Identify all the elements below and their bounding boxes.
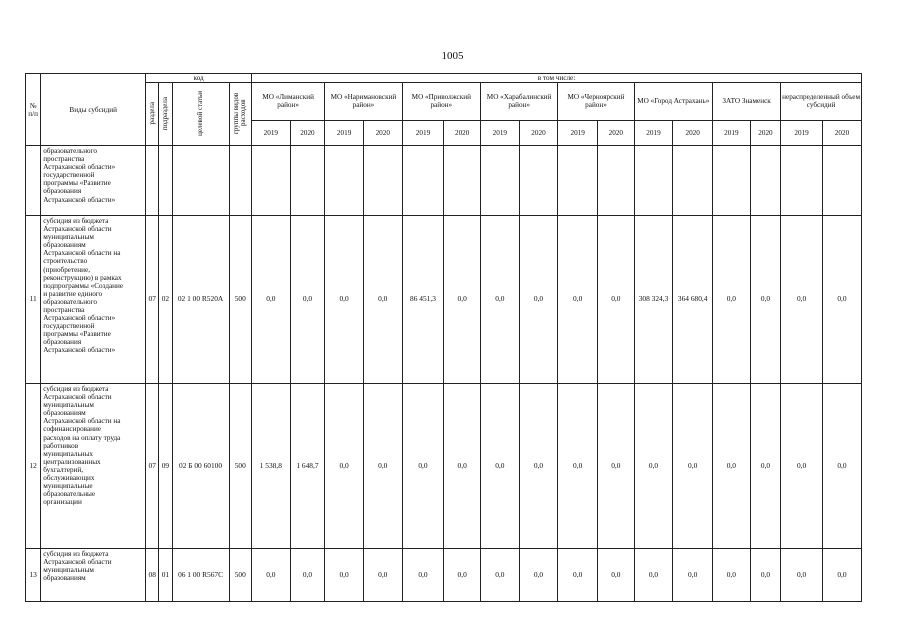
row-subsection: 09 [159, 384, 172, 549]
value-cell: 0,0 [402, 549, 444, 602]
row-section: 07 [146, 216, 159, 384]
value-cell: 0,0 [713, 384, 751, 549]
header-row-1 [26, 74, 862, 83]
code-col-group: группы видов расходов [229, 83, 251, 146]
year-header: 2020 [444, 120, 481, 145]
year-header: 2019 [251, 120, 290, 145]
group-header-narimanovsky: МО «Наримановский район» [325, 83, 402, 121]
value-cell: 0,0 [673, 384, 713, 549]
value-cell: 0,0 [363, 384, 402, 549]
table-row [26, 146, 862, 216]
value-cell: 0,0 [781, 549, 823, 602]
value-cell: 0,0 [673, 549, 713, 602]
header-row-2 [26, 83, 862, 121]
value-cell: 0,0 [325, 549, 364, 602]
num-header: № п/п [26, 74, 41, 146]
value-cell [713, 146, 751, 216]
value-cell [251, 146, 290, 216]
group-header-kharabalinsky: МО «Харабалинский район» [480, 83, 557, 121]
value-cell: 0,0 [444, 549, 481, 602]
year-header: 2019 [402, 120, 444, 145]
row-subsection: 01 [159, 549, 172, 602]
value-cell [634, 146, 673, 216]
value-cell: 0,0 [480, 216, 519, 384]
value-cell: 0,0 [598, 216, 635, 384]
value-cell: 0,0 [781, 384, 823, 549]
group-header-limansky: МО «Лиманский район» [251, 83, 324, 121]
value-cell: 0,0 [750, 549, 781, 602]
value-cell: 0,0 [251, 549, 290, 602]
value-cell [402, 146, 444, 216]
value-cell: 0,0 [781, 216, 823, 384]
row-target [172, 146, 229, 216]
value-cell [363, 146, 402, 216]
year-header: 2019 [325, 120, 364, 145]
value-cell: 0,0 [402, 384, 444, 549]
value-cell: 0,0 [598, 549, 635, 602]
group-header-unallocated: нераспределенный объем субсидий [781, 83, 862, 121]
value-cell [444, 146, 481, 216]
row-target: 02 1 00 R520A [172, 216, 229, 384]
group-header-astrakhan: МО «Город Астрахань» [634, 83, 712, 121]
row-description: субсидия из бюджета Астраханской области муниципальным образованиям Астраханской области на софинансирование расходов на оплату труда работников муниципальных централизованных бухгалтерий, обслуживающих муниципальные образовательные организации [41, 384, 146, 549]
row-subsection [159, 146, 172, 216]
value-cell: 0,0 [290, 216, 325, 384]
year-header: 2020 [598, 120, 635, 145]
row-number: 11 [26, 216, 41, 384]
value-cell: 0,0 [634, 384, 673, 549]
value-cell: 0,0 [598, 384, 635, 549]
value-cell: 0,0 [558, 216, 598, 384]
year-header: 2020 [822, 120, 861, 145]
subsidy-table [25, 73, 862, 602]
year-header: 2020 [290, 120, 325, 145]
value-cell: 0,0 [558, 549, 598, 602]
row-number: 12 [26, 384, 41, 549]
value-cell: 0,0 [251, 216, 290, 384]
value-cell: 0,0 [750, 384, 781, 549]
value-cell: 1 538,8 [251, 384, 290, 549]
row-section: 08 [146, 549, 159, 602]
value-cell: 0,0 [363, 549, 402, 602]
value-cell: 0,0 [519, 384, 558, 549]
row-description: образовательного пространства Астраханской области» государственной программы «Развитие образования Астраханской области» [41, 146, 146, 216]
year-header: 2019 [713, 120, 751, 145]
value-cell: 0,0 [713, 216, 751, 384]
value-cell: 0,0 [634, 549, 673, 602]
value-cell [750, 146, 781, 216]
value-cell: 364 680,4 [673, 216, 713, 384]
year-header: 2019 [634, 120, 673, 145]
value-cell: 86 451,3 [402, 216, 444, 384]
row-group: 500 [229, 216, 251, 384]
row-description: субсидия из бюджета Астраханской области муниципальным образованиям [41, 549, 146, 602]
code-header: код [146, 74, 252, 83]
year-header: 2020 [519, 120, 558, 145]
row-section: 07 [146, 384, 159, 549]
including-header: в том числе: [251, 74, 861, 83]
value-cell: 0,0 [750, 216, 781, 384]
value-cell: 0,0 [558, 384, 598, 549]
year-header: 2020 [363, 120, 402, 145]
row-group: 500 [229, 549, 251, 602]
row-subsection: 02 [159, 216, 172, 384]
group-header-chernoyarsky: МО «Черноярский район» [558, 83, 634, 121]
row-target: 06 1 00 R567C [172, 549, 229, 602]
year-header: 2019 [781, 120, 823, 145]
code-col-section: раздела [146, 83, 159, 146]
value-cell: 0,0 [290, 549, 325, 602]
value-cell: 0,0 [325, 384, 364, 549]
value-cell [558, 146, 598, 216]
row-description: субсидия из бюджета Астраханской области муниципальным образованиям Астраханской области на строительство (приобретение, реконструкцию) в рамках подпрограммы «Создание и развитие единого образовательного пространства Астраханской области» государственной программы «Развитие образования Астраханской области» [41, 216, 146, 384]
row-group [229, 146, 251, 216]
value-cell: 0,0 [444, 216, 481, 384]
row-section [146, 146, 159, 216]
table-row [26, 549, 862, 602]
value-cell: 308 324,3 [634, 216, 673, 384]
type-header: Виды субсидий [41, 74, 146, 146]
value-cell: 0,0 [822, 216, 861, 384]
row-number [26, 146, 41, 216]
page-number: 1005 [441, 50, 464, 62]
value-cell [822, 146, 861, 216]
value-cell [673, 146, 713, 216]
value-cell [519, 146, 558, 216]
value-cell [480, 146, 519, 216]
value-cell: 0,0 [519, 216, 558, 384]
value-cell [598, 146, 635, 216]
value-cell: 0,0 [444, 384, 481, 549]
value-cell: 0,0 [713, 549, 751, 602]
value-cell [290, 146, 325, 216]
value-cell [325, 146, 364, 216]
row-group: 500 [229, 384, 251, 549]
value-cell [781, 146, 823, 216]
row-number: 13 [26, 549, 41, 602]
value-cell: 0,0 [480, 549, 519, 602]
value-cell: 0,0 [822, 549, 861, 602]
year-header: 2019 [480, 120, 519, 145]
value-cell: 0,0 [480, 384, 519, 549]
value-cell: 0,0 [325, 216, 364, 384]
value-cell: 0,0 [363, 216, 402, 384]
value-cell: 0,0 [519, 549, 558, 602]
value-cell: 1 648,7 [290, 384, 325, 549]
code-col-target: целевой статьи [172, 83, 229, 146]
year-header: 2020 [673, 120, 713, 145]
table-row [26, 384, 862, 549]
table-row [26, 216, 862, 384]
group-header-privolzhsky: МО «Приволжский район» [402, 83, 480, 121]
row-target: 02 Б 00 60100 [172, 384, 229, 549]
year-header: 2020 [750, 120, 781, 145]
value-cell: 0,0 [822, 384, 861, 549]
year-header: 2019 [558, 120, 598, 145]
group-header-znamensk: ЗАТО Знаменск [713, 83, 781, 121]
code-col-subsection: подраздела [159, 83, 172, 146]
